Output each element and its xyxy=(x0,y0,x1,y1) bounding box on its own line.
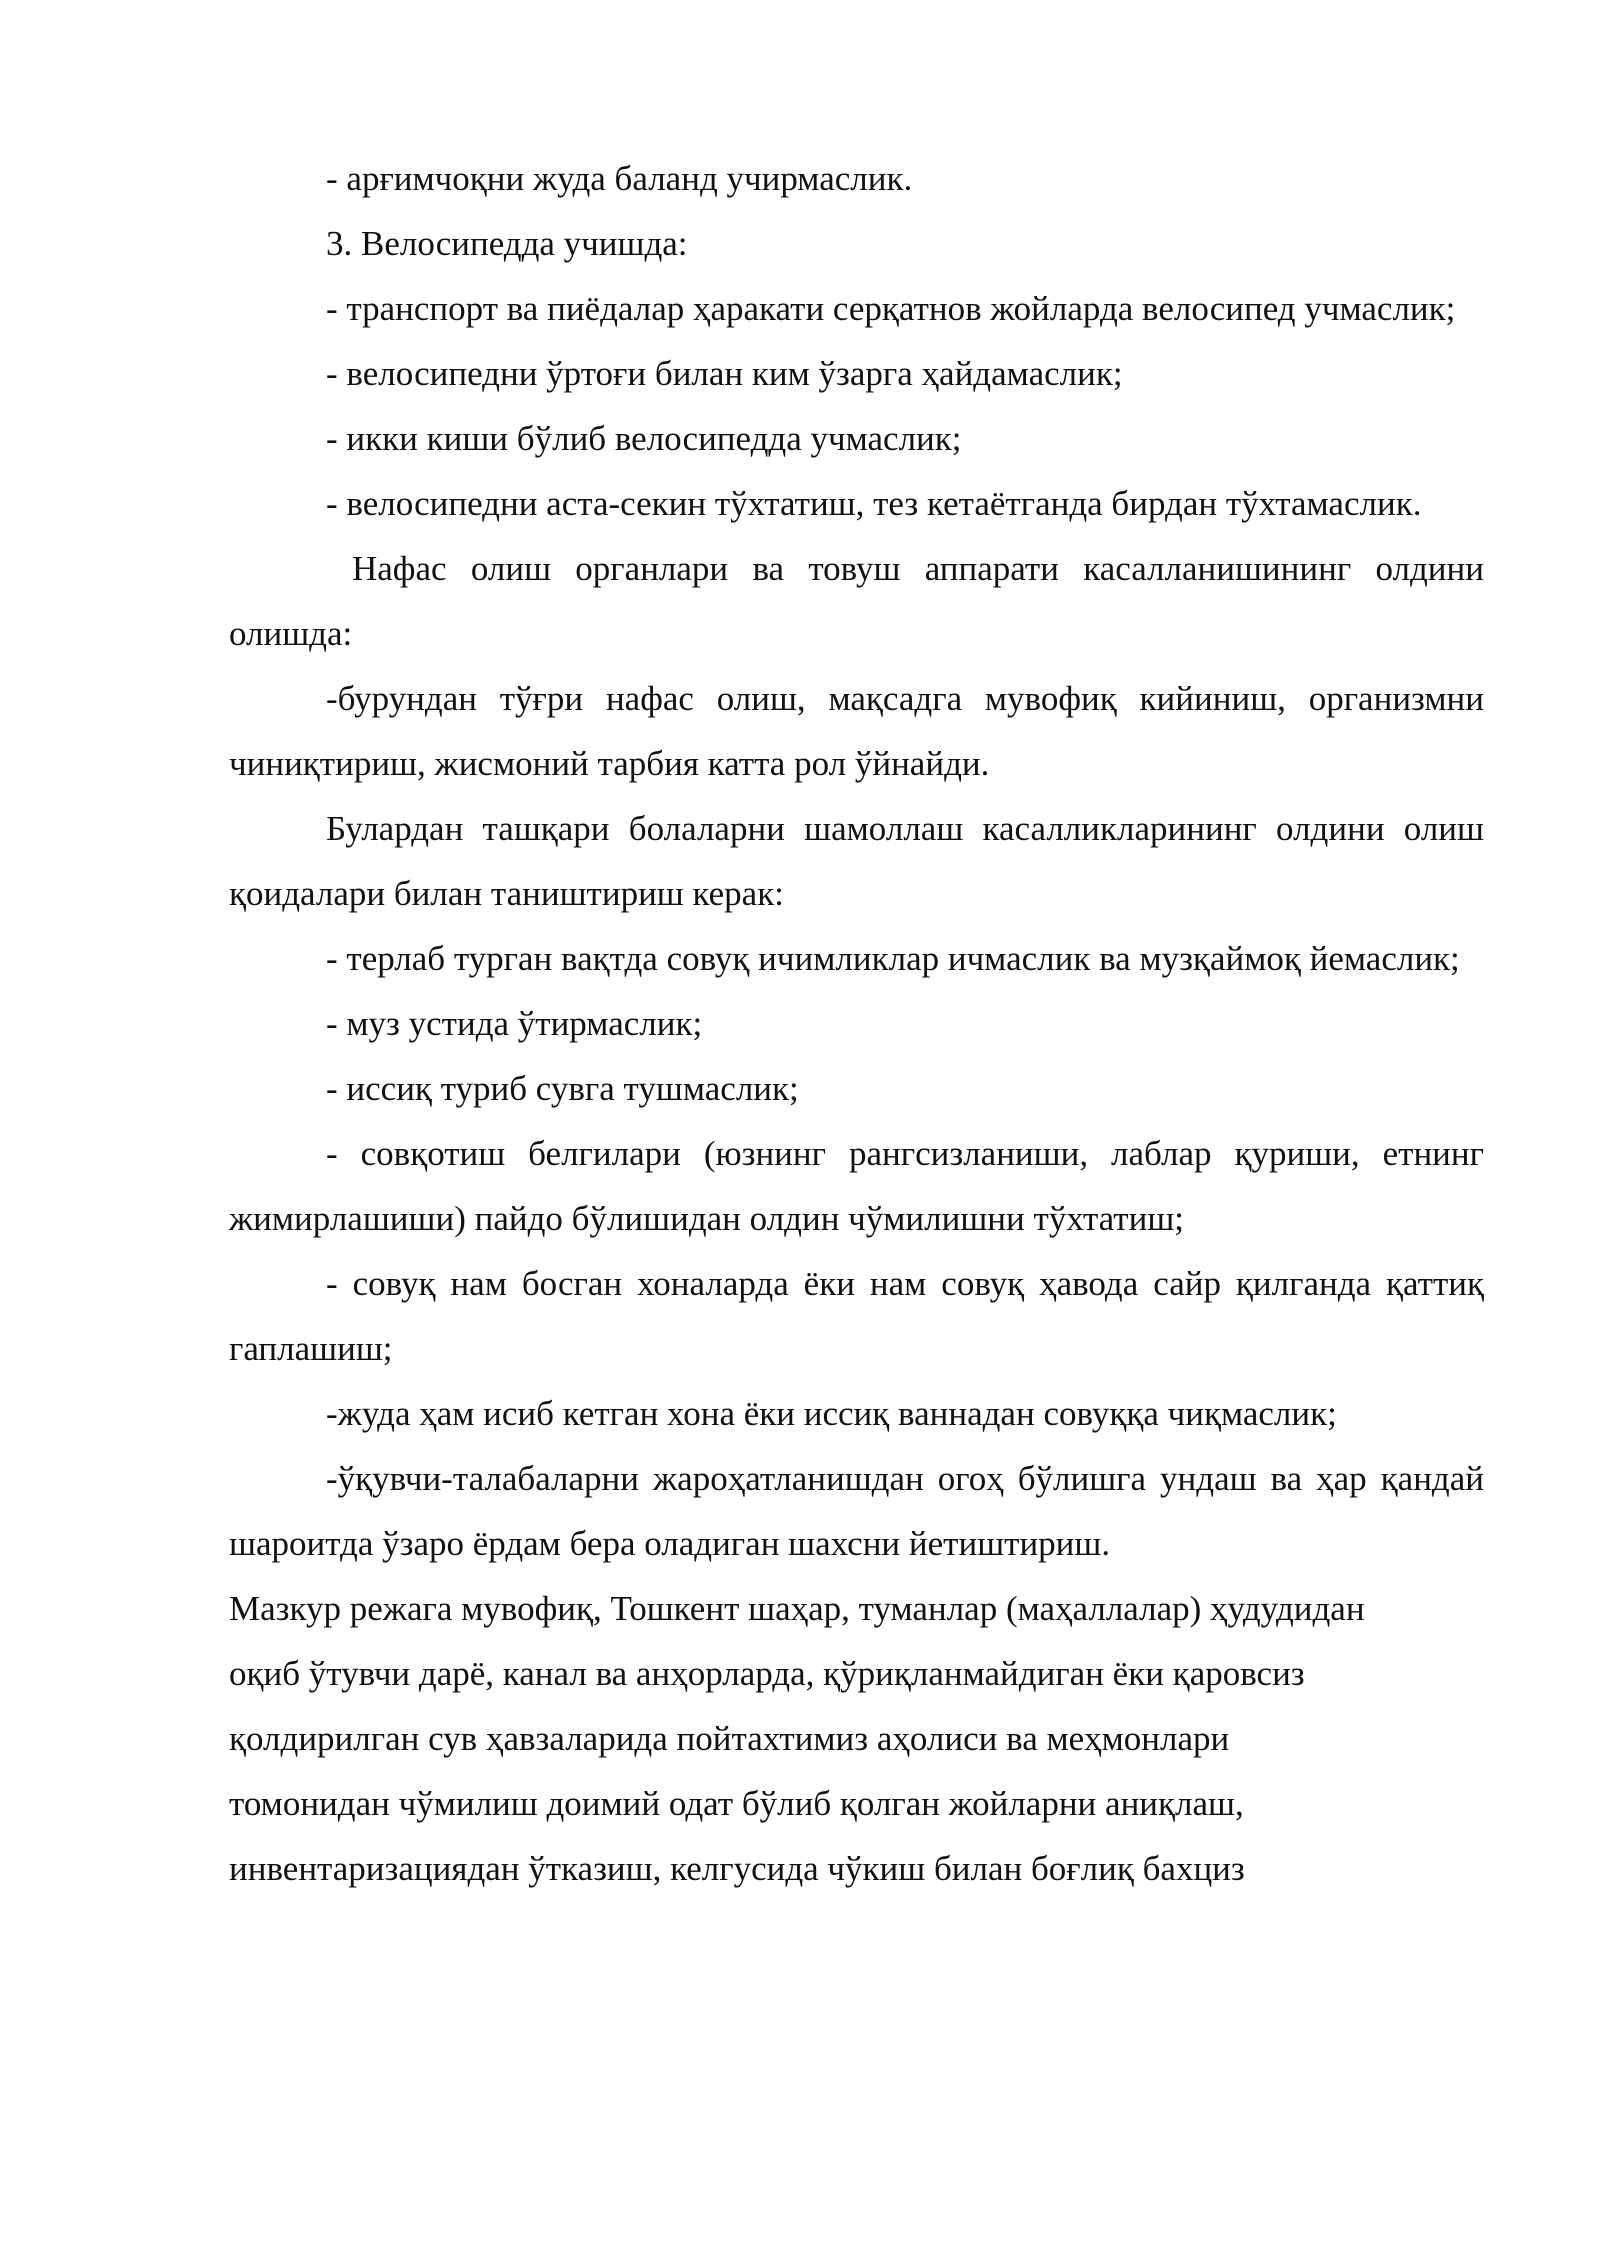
paragraph-14: - совуқ нам босган хоналарда ёки нам совуқ ҳавода сайр қилганда қаттиқ гаплашиш; xyxy=(229,1264,1484,1368)
paragraph-15: -жуда ҳам исиб кетган хона ёки иссиқ ваннадан совуққа чиқмаслик; xyxy=(326,1394,1337,1433)
paragraph-7-heading: Нафас олиш органлари ва товуш аппарати касалланишининг олдини олишда: xyxy=(229,549,1484,653)
paragraph-1: - арғимчоқни жуда баланд учирмаслик. xyxy=(326,159,913,198)
paragraph-17-line-3: қолдирилган сув ҳавзаларида пойтахтимиз аҳолиси ва меҳмонлари xyxy=(229,1719,1230,1758)
paragraph-3: - транспорт ва пиёдалар ҳаракати серқатнов жойларда велосипед учмаслик; xyxy=(326,289,1456,328)
paragraph-17-line-5: инвентаризациядан ўтказиш, келгусида чўкиш билан боғлиқ бахциз xyxy=(229,1849,1245,1888)
paragraph-5: - икки киши бўлиб велосипедда учмаслик; xyxy=(326,419,962,458)
paragraph-12: - иссиқ туриб сувга тушмаслик; xyxy=(326,1069,799,1108)
paragraph-6: - велосипедни аста-секин тўхтатиш, тез кетаётганда бирдан тўхтамаслик. xyxy=(326,484,1422,523)
paragraph-16: -ўқувчи-талабаларни жароҳатланишдан огоҳ бўлишга ундаш ва ҳар қандай шароитда ўзаро ёрдам бера оладиган шахсни йетиштириш. xyxy=(229,1459,1484,1563)
paragraph-17-line-2: оқиб ўтувчи дарё, канал ва анҳорларда, қўриқланмайдиган ёки қаровсиз xyxy=(229,1654,1305,1693)
paragraph-2-heading: 3. Велосипедда учишда: xyxy=(326,224,688,263)
paragraph-11: - муз устида ўтирмаслик; xyxy=(326,1004,703,1043)
document-page xyxy=(229,146,1484,1901)
paragraph-10: - терлаб турган вақтда совуқ ичимликлар ичмаслик ва музқаймоқ йемаслик; xyxy=(326,939,1460,978)
paragraph-17-line-4: томонидан чўмилиш доимий одат бўлиб қолган жойларни аниқлаш, xyxy=(229,1784,1244,1823)
paragraph-9: Булардан ташқари болаларни шамоллаш касалликларининг олдини олиш қоидалари билан таништириш керак: xyxy=(229,809,1484,913)
paragraph-8: -бурундан тўғри нафас олиш, мақсадга мувофиқ кийиниш, организмни чиниқтириш, жисмоний тарбия катта рол ўйнайди. xyxy=(229,679,1484,783)
paragraph-4: - велосипедни ўртоғи билан ким ўзарга ҳайдамаслик; xyxy=(326,354,1123,393)
paragraph-13: - совқотиш белгилари (юзнинг рангсизланиши, лаблар қуриши, етнинг жимирлашиши) пайдо бўлишидан олдин чўмилишни тўхтатиш; xyxy=(229,1134,1484,1238)
paragraph-17-line-1: Мазкур режага мувофиқ, Тошкент шаҳар, туманлар (маҳаллалар) ҳудудидан xyxy=(229,1589,1365,1628)
